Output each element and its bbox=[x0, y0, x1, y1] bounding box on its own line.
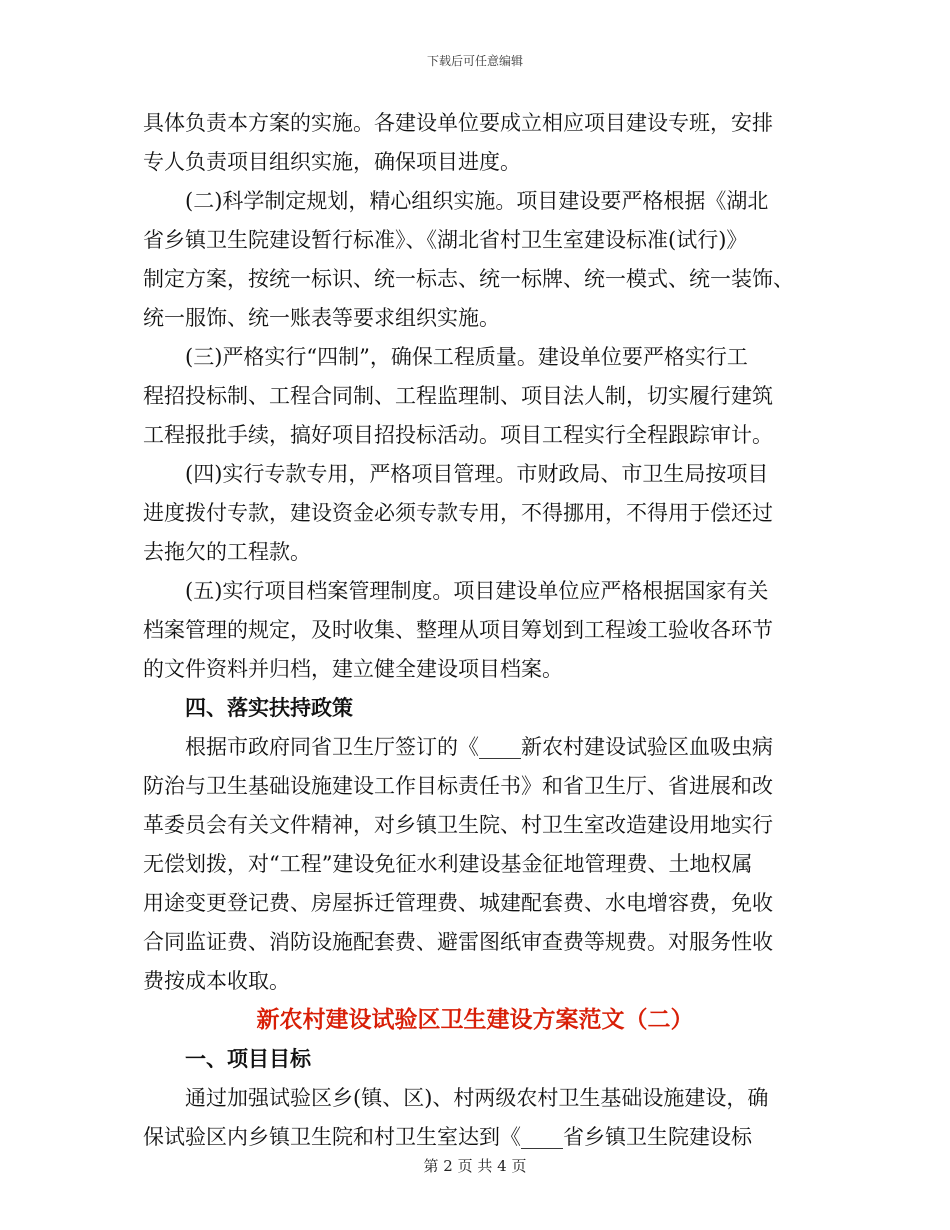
text-line: 进度拨付专款，建设资金必须专款专用，不得挪用，不得用于偿还过 bbox=[143, 501, 773, 525]
text-line: 专人负责项目组织实施，确保项目进度。 bbox=[143, 150, 521, 174]
text-line: 工程报批手续，搞好项目招投标活动。项目工程实行全程跟踪审计。 bbox=[143, 423, 773, 447]
paragraph bbox=[143, 455, 807, 572]
text-line: 革委员会有关文件精神，对乡镇卫生院、村卫生室改造建设用地实行 bbox=[143, 813, 773, 837]
text-line: 保试验区内乡镇卫生院和村卫生室达到《____省乡镇卫生院建设标 bbox=[143, 1125, 752, 1149]
paragraph bbox=[143, 104, 807, 182]
text-line: 用途变更登记费、房屋拆迁管理费、城建配套费、水电增容费，免收 bbox=[143, 891, 773, 915]
text-line: 档案管理的规定，及时收集、整理从项目筹划到工程竣工验收各环节 bbox=[143, 618, 773, 642]
paragraph bbox=[143, 338, 807, 455]
text-line: 合同监证费、消防设施配套费、避雷图纸审查费等规费。对服务性收 bbox=[143, 930, 773, 954]
text-line: 费按成本收取。 bbox=[143, 969, 290, 993]
text-line: 无偿划拨，对“工程”建设免征水利建设基金征地管理费、土地权属 bbox=[143, 852, 753, 876]
paragraph bbox=[143, 572, 807, 689]
text-line: 通过加强试验区乡(镇、区)、村两级农村卫生基础设施建设，确 bbox=[185, 1086, 769, 1110]
text-line: 根据市政府同省卫生厅签订的《____新农村建设试验区血吸虫病 bbox=[185, 735, 773, 759]
section-heading: 一、项目目标 bbox=[185, 1047, 311, 1071]
text-line: 统一服饰、统一账表等要求组织实施。 bbox=[143, 306, 500, 330]
paragraph bbox=[143, 728, 807, 1001]
text-line: (四)实行专款专用，严格项目管理。市财政局、市卫生局按项目 bbox=[185, 462, 769, 486]
paragraph bbox=[143, 1079, 807, 1157]
header-note: 下载后可任意编辑 bbox=[426, 54, 523, 68]
page-number: 第 2 页 共 4 页 bbox=[423, 1157, 527, 1175]
document-body bbox=[143, 104, 807, 1157]
document-section-title: 新农村建设试验区卫生建设方案范文（二） bbox=[256, 1007, 694, 1033]
text-line: (二)科学制定规划，精心组织实施。项目建设要严格根据《湖北 bbox=[185, 189, 769, 213]
text-line: (五)实行项目档案管理制度。项目建设单位应严格根据国家有关 bbox=[185, 579, 769, 603]
section-heading: 四、落实扶持政策 bbox=[185, 696, 353, 720]
text-line: 防治与卫生基础设施建设工作目标责任书》和省卫生厅、省进展和改 bbox=[143, 774, 773, 798]
text-line: 省乡镇卫生院建设暂行标准》、《湖北省村卫生室建设标准(试行)》 bbox=[143, 228, 748, 252]
paragraph bbox=[143, 182, 807, 338]
text-line: 程招投标制、工程合同制、工程监理制、项目法人制，切实履行建筑 bbox=[143, 384, 773, 408]
text-line: (三)严格实行“四制”，确保工程质量。建设单位要严格实行工 bbox=[185, 345, 748, 369]
text-line: 的文件资料并归档，建立健全建设项目档案。 bbox=[143, 657, 563, 681]
text-line: 具体负责本方案的实施。各建设单位要成立相应项目建设专班，安排 bbox=[143, 111, 773, 135]
text-line: 制定方案，按统一标识、统一标志、统一标牌、统一模式、统一装饰、 bbox=[143, 267, 794, 291]
text-line: 去拖欠的工程款。 bbox=[143, 540, 311, 564]
